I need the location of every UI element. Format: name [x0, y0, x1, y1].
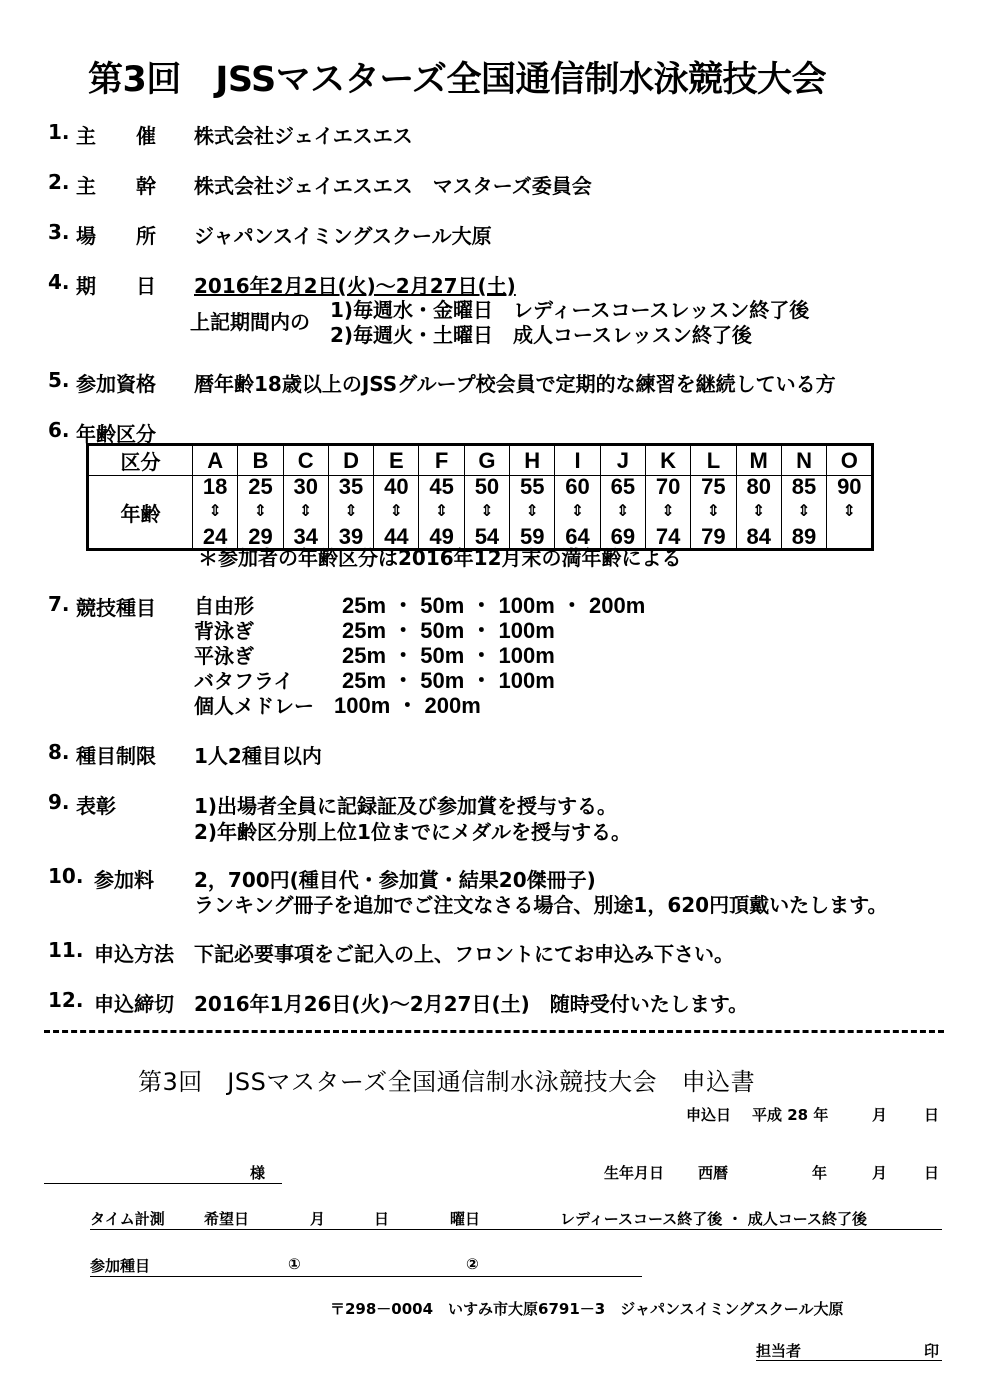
- updown-arrow-icon: ⇕: [616, 503, 630, 520]
- page-title: 第3回 JSSマスターズ全国通信制水泳競技大会: [88, 60, 826, 100]
- age-group-code: H: [510, 445, 555, 476]
- event-name: 平泳ぎ: [194, 644, 254, 668]
- event-row: [194, 615, 555, 643]
- age-from: 70: [655, 474, 681, 499]
- age-group-code: K: [645, 445, 690, 476]
- item-number: 11.: [48, 938, 84, 962]
- age-group-code: G: [464, 445, 509, 476]
- event-row: [194, 690, 481, 718]
- event-distances: 25m ・ 50m ・ 100m: [342, 618, 555, 643]
- event-row: [194, 665, 555, 693]
- updown-arrow-icon: ⇕: [797, 503, 811, 520]
- age-from: 75: [701, 474, 726, 499]
- form-youbi: 曜日: [450, 1210, 481, 1228]
- age-to: 29: [248, 524, 273, 549]
- form-address: 〒298－0004 いすみ市大原6791－3 ジャパンスイミングスクール大原: [330, 1300, 844, 1318]
- form-choice-2: ②: [466, 1255, 479, 1273]
- form-era-year: 平成 28 年: [752, 1106, 829, 1124]
- age-to: 89: [791, 524, 817, 549]
- age-to: 39: [338, 524, 364, 549]
- form-birth-label: 生年月日: [604, 1164, 665, 1182]
- name-field-line[interactable]: [44, 1183, 282, 1184]
- age-group-range: [827, 476, 873, 550]
- time-field-line[interactable]: [90, 1229, 942, 1230]
- form-course-options[interactable]: レディースコース終了後 ・ 成人コース終了後: [560, 1210, 867, 1228]
- age-note: ＊参加者の年齢区分は2016年12月末の満年齢による: [198, 546, 682, 570]
- age-from: 80: [746, 474, 771, 499]
- age-group-code: D: [328, 445, 373, 476]
- limit-value: 1人2種目以内: [194, 744, 322, 768]
- age-from: 35: [338, 474, 364, 499]
- age-to: 74: [655, 524, 681, 549]
- venue-value: ジャパンスイミングスクール大原: [194, 224, 492, 248]
- age-group-range: [283, 476, 328, 550]
- age-table-row-label: 年齢: [88, 476, 193, 550]
- fee-line-1: 2，700円(種目代・参加賞・結果20傑冊子): [194, 868, 596, 892]
- age-group-range: [510, 476, 555, 550]
- form-wish-label: 希望日: [204, 1210, 250, 1228]
- age-from: 65: [610, 474, 636, 499]
- updown-arrow-icon: ⇕: [480, 503, 494, 520]
- item-number: 12.: [48, 988, 84, 1012]
- item-number: 1.: [48, 120, 70, 144]
- updown-arrow-icon: ⇕: [842, 503, 856, 520]
- organizer-label: 主 催: [76, 124, 156, 148]
- form-seal: 印: [924, 1342, 940, 1360]
- item-number: 7.: [48, 592, 70, 616]
- age-group-table: [86, 443, 874, 551]
- event-row: [194, 640, 555, 668]
- age-group-code: M: [736, 445, 781, 476]
- age-from: 45: [429, 474, 454, 499]
- age-from: 60: [565, 474, 590, 499]
- age-group-code: L: [691, 445, 736, 476]
- period-value: 2016年2月2日(火)～2月27日(土): [194, 274, 516, 298]
- age-from: 55: [519, 474, 545, 499]
- age-group-code: A: [193, 445, 238, 476]
- form-birth-day: 日: [924, 1164, 940, 1182]
- apply-value: 下記必要事項をご記入の上、フロントにてお申込み下さい。: [194, 942, 734, 966]
- age-from: 40: [384, 474, 409, 499]
- age-group-range: [600, 476, 645, 550]
- age-from: 85: [791, 474, 817, 499]
- form-event-label: 参加種目: [90, 1257, 151, 1275]
- updown-arrow-icon: ⇕: [389, 503, 404, 520]
- age-group-range: [691, 476, 736, 550]
- period-within: 上記期間内の: [190, 310, 310, 334]
- form-sama: 様: [250, 1164, 266, 1182]
- form-staff-label: 担当者: [756, 1342, 802, 1360]
- age-to: 79: [701, 524, 726, 549]
- updown-arrow-icon: ⇕: [570, 503, 585, 520]
- age-to: 69: [610, 524, 636, 549]
- event-distances: 25m ・ 50m ・ 100m: [342, 668, 555, 693]
- age-from: 18: [202, 474, 228, 499]
- limit-label: 種目制限: [76, 744, 156, 768]
- event-row: [194, 590, 646, 618]
- period-line-2: 2)毎週火・土曜日 成人コースレッスン終了後: [330, 323, 752, 347]
- awards-line-1: 1)出場者全員に記録証及び参加賞を授与する。: [194, 794, 618, 818]
- age-group-code: N: [781, 445, 826, 476]
- age-to: 34: [293, 524, 318, 549]
- event-name: バタフライ: [194, 669, 294, 693]
- age-group-range: [555, 476, 600, 550]
- item-number: 5.: [48, 368, 70, 392]
- item-number: 2.: [48, 170, 70, 194]
- deadline-value: 2016年1月26日(火)～2月27日(土) 随時受付いたします。: [194, 992, 749, 1016]
- age-to: 24: [202, 524, 228, 549]
- form-title: 第3回 JSSマスターズ全国通信制水泳競技大会 申込書: [138, 1068, 756, 1096]
- age-group-range: [238, 476, 283, 550]
- updown-arrow-icon: ⇕: [525, 503, 539, 520]
- form-choice-1: ①: [288, 1255, 301, 1273]
- age-groups-label: 年齢区分: [76, 422, 156, 446]
- age-group-range: [464, 476, 509, 550]
- age-table-header-label: 区分: [88, 445, 193, 476]
- age-group-code: J: [600, 445, 645, 476]
- updown-arrow-icon: ⇕: [752, 503, 766, 520]
- age-to: 84: [746, 524, 771, 549]
- form-date-day: 日: [924, 1106, 940, 1124]
- awards-line-2: 2)年齢区分別上位1位までにメダルを授与する。: [194, 820, 631, 844]
- deadline-label: 申込締切: [94, 992, 174, 1016]
- age-to: 44: [384, 524, 409, 549]
- age-group-code: F: [419, 445, 464, 476]
- period-line-1: 1)毎週水・金曜日 レディースコースレッスン終了後: [330, 298, 810, 322]
- age-group-code: B: [238, 445, 283, 476]
- form-wish-month: 月: [310, 1210, 326, 1228]
- form-date-month: 月: [872, 1106, 888, 1124]
- event-distances: 25m ・ 50m ・ 100m: [342, 643, 555, 668]
- event-name: 自由形: [194, 594, 254, 618]
- eligibility-value: 暦年齢18歳以上のJSSグループ校会員で定期的な練習を継続している方: [194, 372, 836, 396]
- item-number: 10.: [48, 864, 84, 888]
- apply-label: 申込方法: [94, 942, 174, 966]
- form-time-label: タイム計測: [90, 1210, 165, 1228]
- period-label: 期 日: [76, 274, 156, 298]
- age-from: 50: [474, 474, 500, 499]
- awards-label: 表彰: [76, 794, 116, 818]
- organizer-value: 株式会社ジェイエスエス: [194, 124, 413, 148]
- venue-label: 場 所: [76, 224, 156, 248]
- item-number: 6.: [48, 418, 70, 442]
- form-seireki: 西暦: [698, 1164, 729, 1182]
- form-birth-year: 年: [812, 1164, 828, 1182]
- cut-line-divider: [44, 1030, 944, 1033]
- age-group-range: [374, 476, 419, 550]
- age-to: 54: [474, 524, 500, 549]
- updown-arrow-icon: ⇕: [253, 503, 268, 520]
- updown-arrow-icon: ⇕: [344, 503, 358, 520]
- item-number: 3.: [48, 220, 70, 244]
- fee-label: 参加料: [94, 868, 154, 892]
- age-group-code: C: [283, 445, 328, 476]
- event-name: 個人メドレー: [194, 694, 314, 718]
- age-group-range: [419, 476, 464, 550]
- manager-value: 株式会社ジェイエスエス マスターズ委員会: [194, 174, 592, 198]
- age-to: 59: [519, 524, 545, 549]
- updown-arrow-icon: ⇕: [434, 503, 449, 520]
- age-group-range: [781, 476, 826, 550]
- age-to: 49: [429, 524, 454, 549]
- updown-arrow-icon: ⇕: [661, 503, 675, 520]
- updown-arrow-icon: ⇕: [299, 503, 313, 520]
- events-label: 競技種目: [76, 596, 156, 620]
- age-group-range: [736, 476, 781, 550]
- age-from: 30: [293, 474, 318, 499]
- age-from: 90: [837, 474, 862, 499]
- eligibility-label: 参加資格: [76, 372, 156, 396]
- item-number: 9.: [48, 790, 70, 814]
- age-group-code: O: [827, 445, 873, 476]
- updown-arrow-icon: ⇕: [706, 503, 721, 520]
- events-list: [194, 590, 646, 718]
- age-group-range: [645, 476, 690, 550]
- updown-arrow-icon: ⇕: [208, 503, 222, 520]
- age-group-range: [328, 476, 373, 550]
- item-number: 8.: [48, 740, 70, 764]
- event-distances: 25m ・ 50m ・ 100m ・ 200m: [342, 593, 646, 618]
- age-group-code: E: [374, 445, 419, 476]
- event-name: 背泳ぎ: [194, 619, 254, 643]
- event-field-line[interactable]: [90, 1276, 642, 1277]
- fee-line-2: ランキング冊子を追加でご注文なさる場合、別途1，620円頂戴いたします。: [194, 893, 888, 917]
- form-wish-day: 日: [374, 1210, 390, 1228]
- event-distances: 100m ・ 200m: [334, 693, 481, 718]
- manager-label: 主 幹: [76, 174, 156, 198]
- item-number: 4.: [48, 270, 70, 294]
- age-group-code: I: [555, 445, 600, 476]
- form-birth-month: 月: [872, 1164, 888, 1182]
- age-from: 25: [248, 474, 273, 499]
- age-group-range: [193, 476, 238, 550]
- age-to: 64: [565, 524, 590, 549]
- form-date-label: 申込日: [686, 1106, 732, 1124]
